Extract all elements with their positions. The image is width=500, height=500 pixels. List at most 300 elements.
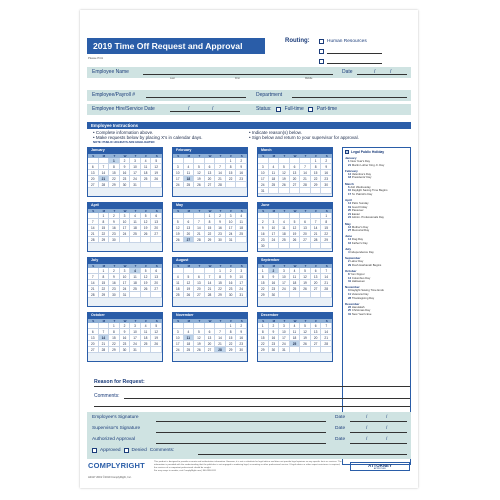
day-cell[interactable]: 19 [173,231,184,237]
day-cell[interactable]: 27 [205,182,216,188]
day-cell[interactable]: 11 [236,219,247,225]
day-cell[interactable]: 13 [151,219,162,225]
employee-name-field[interactable] [143,74,333,75]
day-cell[interactable]: 6 [205,329,216,335]
day-cell[interactable]: 14 [321,329,332,335]
day-cell[interactable]: 11 [130,219,141,225]
supervisor-sign-date[interactable] [350,432,407,433]
approval-comments-field[interactable] [198,454,407,455]
supervisor-signature-field[interactable] [156,432,326,433]
day-cell[interactable]: 16 [236,335,247,341]
day-cell[interactable]: 16 [120,170,131,176]
day-cell[interactable]: 22 [99,286,110,292]
day-cell[interactable]: 5 [151,158,162,164]
day-cell[interactable]: 1 [109,158,120,164]
day-cell[interactable]: 21 [88,286,99,292]
day-cell[interactable]: 31 [258,188,269,194]
day-cell[interactable]: 5 [173,219,184,225]
day-cell[interactable]: 24 [269,237,280,243]
day-cell[interactable]: 4 [290,268,301,274]
day-cell[interactable]: 25 [279,237,290,243]
day-cell[interactable]: 14 [194,225,205,231]
day-cell[interactable]: 7 [321,268,332,274]
day-cell[interactable]: 3 [173,329,184,335]
day-cell[interactable]: 18 [279,231,290,237]
day-cell[interactable]: 8 [205,219,216,225]
day-cell[interactable]: 16 [269,280,280,286]
routing-checkbox[interactable] [319,39,324,44]
day-cell[interactable]: 8 [226,329,237,335]
day-cell[interactable]: 6 [88,164,99,170]
day-cell[interactable]: 30 [236,347,247,353]
day-cell[interactable]: 23 [269,286,280,292]
day-cell[interactable]: 25 [130,231,141,237]
day-cell[interactable]: 6 [151,213,162,219]
day-cell[interactable]: 28 [311,237,322,243]
day-cell[interactable]: 5 [141,268,152,274]
day-cell[interactable]: 11 [141,329,152,335]
day-cell[interactable]: 1 [226,323,237,329]
day-cell[interactable]: 19 [151,335,162,341]
day-cell[interactable]: 13 [194,280,205,286]
day-cell[interactable]: 29 [311,182,322,188]
day-cell[interactable]: 22 [258,341,269,347]
day-cell[interactable]: 17 [279,335,290,341]
day-cell[interactable]: 1 [215,268,226,274]
day-cell[interactable]: 3 [173,164,184,170]
day-cell[interactable]: 3 [226,213,237,219]
day-cell[interactable]: 9 [215,219,226,225]
day-cell[interactable]: 28 [88,292,99,298]
day-cell[interactable]: 6 [184,219,195,225]
day-cell[interactable]: 14 [99,335,110,341]
day-cell[interactable]: 26 [290,237,301,243]
day-cell[interactable]: 12 [279,170,290,176]
day-cell[interactable]: 17 [226,225,237,231]
day-cell[interactable]: 20 [205,341,216,347]
day-cell[interactable]: 18 [269,176,280,182]
day-cell[interactable]: 18 [184,341,195,347]
day-cell[interactable]: 19 [300,280,311,286]
day-cell[interactable]: 22 [109,176,120,182]
day-cell[interactable]: 29 [258,292,269,298]
routing-blank-line[interactable] [327,59,382,64]
day-cell[interactable]: 1 [226,158,237,164]
day-cell[interactable]: 31 [130,347,141,353]
day-cell[interactable]: 7 [88,274,99,280]
day-cell[interactable]: 5 [194,164,205,170]
day-cell[interactable]: 12 [141,274,152,280]
day-cell[interactable]: 23 [321,176,332,182]
day-cell[interactable]: 28 [194,237,205,243]
day-cell[interactable]: 13 [88,335,99,341]
day-cell[interactable]: 21 [321,335,332,341]
day-cell[interactable]: 1 [99,268,110,274]
part-time-checkbox[interactable] [308,107,313,112]
day-cell[interactable]: 13 [205,170,216,176]
day-cell[interactable]: 10 [269,225,280,231]
day-cell[interactable]: 4 [141,323,152,329]
day-cell[interactable]: 10 [130,164,141,170]
day-cell[interactable]: 4 [130,268,141,274]
day-cell[interactable]: 22 [226,176,237,182]
day-cell[interactable]: 30 [269,292,280,298]
day-cell[interactable]: 16 [109,225,120,231]
day-cell[interactable]: 23 [236,176,247,182]
day-cell[interactable]: 22 [205,231,216,237]
day-cell[interactable]: 8 [311,164,322,170]
day-cell[interactable]: 1 [258,323,269,329]
day-cell[interactable]: 29 [99,292,110,298]
day-cell[interactable]: 22 [99,231,110,237]
day-cell[interactable]: 20 [184,231,195,237]
day-cell[interactable]: 30 [269,347,280,353]
comments-field[interactable] [124,398,410,399]
day-cell[interactable]: 5 [300,268,311,274]
day-cell[interactable]: 15 [99,280,110,286]
day-cell[interactable]: 29 [258,347,269,353]
day-cell[interactable]: 15 [109,170,120,176]
day-cell[interactable]: 5 [194,329,205,335]
day-cell[interactable]: 23 [215,231,226,237]
day-cell[interactable]: 28 [99,182,110,188]
day-cell[interactable]: 2 [269,323,280,329]
day-cell[interactable]: 22 [311,176,322,182]
day-cell[interactable]: 24 [120,231,131,237]
day-cell[interactable]: 20 [194,286,205,292]
day-cell[interactable]: 7 [88,219,99,225]
day-cell[interactable]: 3 [269,219,280,225]
day-cell[interactable]: 27 [311,286,322,292]
day-cell[interactable]: 15 [258,335,269,341]
day-cell[interactable]: 22 [215,286,226,292]
day-cell[interactable]: 1 [99,213,110,219]
day-cell[interactable]: 15 [109,335,120,341]
day-cell[interactable]: 8 [109,164,120,170]
day-cell[interactable]: 9 [120,329,131,335]
day-cell[interactable]: 8 [99,274,110,280]
day-cell[interactable]: 11 [269,170,280,176]
day-cell[interactable]: 27 [300,237,311,243]
day-cell[interactable]: 15 [258,280,269,286]
day-cell[interactable]: 17 [130,335,141,341]
day-cell[interactable]: 30 [258,243,269,249]
day-cell[interactable]: 11 [184,335,195,341]
department-field[interactable] [292,97,407,98]
day-cell[interactable]: 25 [290,286,301,292]
day-cell[interactable]: 21 [311,231,322,237]
day-cell[interactable]: 2 [258,219,269,225]
day-cell[interactable]: 3 [130,323,141,329]
day-cell[interactable]: 27 [184,237,195,243]
day-cell[interactable]: 28 [321,341,332,347]
day-cell[interactable]: 5 [184,274,195,280]
day-cell[interactable]: 18 [290,280,301,286]
day-cell[interactable]: 10 [279,274,290,280]
day-cell[interactable]: 1 [311,158,322,164]
approval-sign-date[interactable] [350,443,407,444]
day-cell[interactable]: 28 [321,286,332,292]
day-cell[interactable]: 7 [99,329,110,335]
day-cell[interactable]: 31 [130,182,141,188]
routing-blank-line[interactable] [327,49,382,54]
day-cell[interactable]: 24 [279,341,290,347]
day-cell[interactable]: 20 [88,176,99,182]
day-cell[interactable]: 15 [99,225,110,231]
day-cell[interactable]: 30 [109,237,120,243]
day-cell[interactable]: 18 [236,225,247,231]
day-cell[interactable]: 15 [226,335,237,341]
day-cell[interactable]: 20 [151,225,162,231]
day-cell[interactable]: 6 [194,274,205,280]
day-cell[interactable]: 12 [173,225,184,231]
day-cell[interactable]: 4 [236,213,247,219]
day-cell[interactable]: 29 [215,292,226,298]
day-cell[interactable]: 12 [141,219,152,225]
day-cell[interactable]: 10 [120,274,131,280]
day-cell[interactable]: 23 [236,341,247,347]
day-cell[interactable]: 26 [300,341,311,347]
day-cell[interactable]: 26 [151,176,162,182]
date-field[interactable] [357,74,407,75]
day-cell[interactable]: 8 [258,329,269,335]
day-cell[interactable]: 21 [99,341,110,347]
day-cell[interactable]: 26 [184,292,195,298]
day-cell[interactable]: 5 [290,219,301,225]
day-cell[interactable]: 13 [151,274,162,280]
day-cell[interactable]: 6 [151,268,162,274]
day-cell[interactable]: 8 [215,274,226,280]
day-cell[interactable]: 12 [300,329,311,335]
day-cell[interactable]: 16 [226,280,237,286]
day-cell[interactable]: 26 [141,286,152,292]
day-cell[interactable]: 28 [215,347,226,353]
day-cell[interactable]: 14 [300,170,311,176]
day-cell[interactable]: 11 [290,329,301,335]
day-cell[interactable]: 25 [184,347,195,353]
day-cell[interactable]: 30 [120,182,131,188]
day-cell[interactable]: 7 [194,219,205,225]
day-cell[interactable]: 27 [290,182,301,188]
day-cell[interactable]: 21 [321,280,332,286]
day-cell[interactable]: 20 [311,280,322,286]
day-cell[interactable]: 17 [173,341,184,347]
day-cell[interactable]: 6 [290,164,301,170]
day-cell[interactable]: 27 [151,231,162,237]
day-cell[interactable]: 28 [205,292,216,298]
day-cell[interactable]: 4 [279,219,290,225]
day-cell[interactable]: 12 [194,335,205,341]
day-cell[interactable]: 4 [130,213,141,219]
day-cell[interactable]: 25 [141,341,152,347]
day-cell[interactable]: 1 [321,213,332,219]
day-cell[interactable]: 6 [300,219,311,225]
day-cell[interactable]: 9 [109,274,120,280]
day-cell[interactable]: 19 [290,231,301,237]
day-cell[interactable]: 15 [226,170,237,176]
day-cell[interactable]: 2 [269,268,280,274]
day-cell[interactable]: 26 [141,231,152,237]
day-cell[interactable]: 8 [109,329,120,335]
day-cell[interactable]: 19 [184,286,195,292]
day-cell[interactable]: 12 [151,329,162,335]
day-cell[interactable]: 3 [130,158,141,164]
day-cell[interactable]: 13 [205,335,216,341]
day-cell[interactable]: 24 [130,176,141,182]
day-cell[interactable]: 3 [120,213,131,219]
day-cell[interactable]: 6 [311,268,322,274]
day-cell[interactable]: 28 [215,182,226,188]
day-cell[interactable]: 22 [109,341,120,347]
day-cell[interactable]: 2 [226,268,237,274]
day-cell[interactable]: 31 [279,347,290,353]
day-cell[interactable]: 22 [226,341,237,347]
day-cell[interactable]: 17 [120,280,131,286]
day-cell[interactable]: 9 [226,274,237,280]
day-cell[interactable]: 24 [173,347,184,353]
day-cell[interactable]: 7 [300,164,311,170]
day-cell[interactable]: 13 [290,170,301,176]
day-cell[interactable]: 4 [141,158,152,164]
day-cell[interactable]: 2 [236,158,247,164]
day-cell[interactable]: 7 [311,219,322,225]
day-cell[interactable]: 10 [130,329,141,335]
day-cell[interactable]: 19 [279,176,290,182]
day-cell[interactable]: 27 [311,341,322,347]
day-cell[interactable]: 4 [184,329,195,335]
day-cell[interactable]: 21 [215,176,226,182]
day-cell[interactable]: 25 [173,292,184,298]
day-cell[interactable]: 11 [184,170,195,176]
day-cell[interactable]: 19 [194,341,205,347]
day-cell[interactable]: 27 [205,347,216,353]
day-cell[interactable]: 20 [311,335,322,341]
day-cell[interactable]: 25 [236,231,247,237]
day-cell[interactable]: 10 [258,170,269,176]
day-cell[interactable]: 21 [205,286,216,292]
day-cell[interactable]: 16 [321,170,332,176]
day-cell[interactable]: 9 [120,164,131,170]
day-cell[interactable]: 16 [236,170,247,176]
day-cell[interactable]: 13 [88,170,99,176]
day-cell[interactable]: 7 [99,164,110,170]
day-cell[interactable]: 1 [258,268,269,274]
day-cell[interactable]: 21 [99,176,110,182]
day-cell[interactable]: 15 [321,225,332,231]
day-cell[interactable]: 14 [311,225,322,231]
day-cell[interactable]: 17 [130,170,141,176]
day-cell[interactable]: 30 [109,292,120,298]
day-cell[interactable]: 30 [226,292,237,298]
day-cell[interactable]: 13 [311,329,322,335]
day-cell[interactable]: 5 [300,323,311,329]
day-cell[interactable]: 7 [205,274,216,280]
day-cell[interactable]: 24 [258,182,269,188]
day-cell[interactable]: 18 [173,286,184,292]
day-cell[interactable]: 24 [120,286,131,292]
day-cell[interactable]: 29 [109,182,120,188]
day-cell[interactable]: 16 [109,280,120,286]
day-cell[interactable]: 29 [109,347,120,353]
day-cell[interactable]: 2 [215,213,226,219]
day-cell[interactable]: 21 [300,176,311,182]
day-cell[interactable]: 21 [215,341,226,347]
day-cell[interactable]: 15 [205,225,216,231]
day-cell[interactable]: 31 [120,292,131,298]
day-cell[interactable]: 4 [173,274,184,280]
day-cell[interactable]: 29 [99,237,110,243]
day-cell[interactable]: 6 [311,323,322,329]
day-cell[interactable]: 27 [88,182,99,188]
routing-checkbox[interactable] [319,59,324,64]
day-cell[interactable]: 27 [88,347,99,353]
day-cell[interactable]: 10 [120,219,131,225]
day-cell[interactable]: 3 [279,268,290,274]
day-cell[interactable]: 9 [236,164,247,170]
day-cell[interactable]: 15 [215,280,226,286]
day-cell[interactable]: 14 [88,280,99,286]
day-cell[interactable]: 24 [226,231,237,237]
day-cell[interactable]: 7 [321,323,332,329]
day-cell[interactable]: 27 [194,292,205,298]
day-cell[interactable]: 20 [205,176,216,182]
day-cell[interactable]: 20 [300,231,311,237]
day-cell[interactable]: 29 [226,347,237,353]
day-cell[interactable]: 29 [205,237,216,243]
day-cell[interactable]: 17 [258,176,269,182]
day-cell[interactable]: 10 [173,170,184,176]
day-cell[interactable]: 20 [88,341,99,347]
day-cell[interactable]: 28 [300,182,311,188]
day-cell[interactable]: 4 [269,164,280,170]
day-cell[interactable]: 9 [109,219,120,225]
day-cell[interactable]: 6 [88,329,99,335]
day-cell[interactable]: 9 [321,164,332,170]
day-cell[interactable]: 25 [184,182,195,188]
day-cell[interactable]: 1 [205,213,216,219]
day-cell[interactable]: 17 [120,225,131,231]
day-cell[interactable]: 14 [88,225,99,231]
day-cell[interactable]: 2 [109,213,120,219]
day-cell[interactable]: 24 [279,286,290,292]
day-cell[interactable]: 18 [130,225,141,231]
day-cell[interactable]: 26 [194,347,205,353]
routing-checkbox[interactable] [319,49,324,54]
day-cell[interactable]: 26 [194,182,205,188]
day-cell[interactable]: 31 [226,237,237,243]
day-cell[interactable]: 10 [279,329,290,335]
day-cell[interactable]: 12 [194,170,205,176]
day-cell[interactable]: 14 [99,170,110,176]
day-cell[interactable]: 8 [321,219,332,225]
day-cell[interactable]: 23 [109,286,120,292]
day-cell[interactable]: 18 [141,170,152,176]
day-cell[interactable]: 12 [290,225,301,231]
day-cell[interactable]: 23 [269,341,280,347]
day-cell[interactable]: 3 [236,268,247,274]
day-cell[interactable]: 26 [173,237,184,243]
day-cell[interactable]: 6 [205,164,216,170]
day-cell[interactable]: 3 [258,164,269,170]
hire-date-field[interactable] [170,111,240,112]
day-cell[interactable]: 2 [236,323,247,329]
day-cell[interactable]: 20 [151,280,162,286]
day-cell[interactable]: 25 [130,286,141,292]
day-cell[interactable]: 29 [321,237,332,243]
day-cell[interactable]: 23 [109,231,120,237]
day-cell[interactable]: 18 [141,335,152,341]
day-cell[interactable]: 7 [215,329,226,335]
